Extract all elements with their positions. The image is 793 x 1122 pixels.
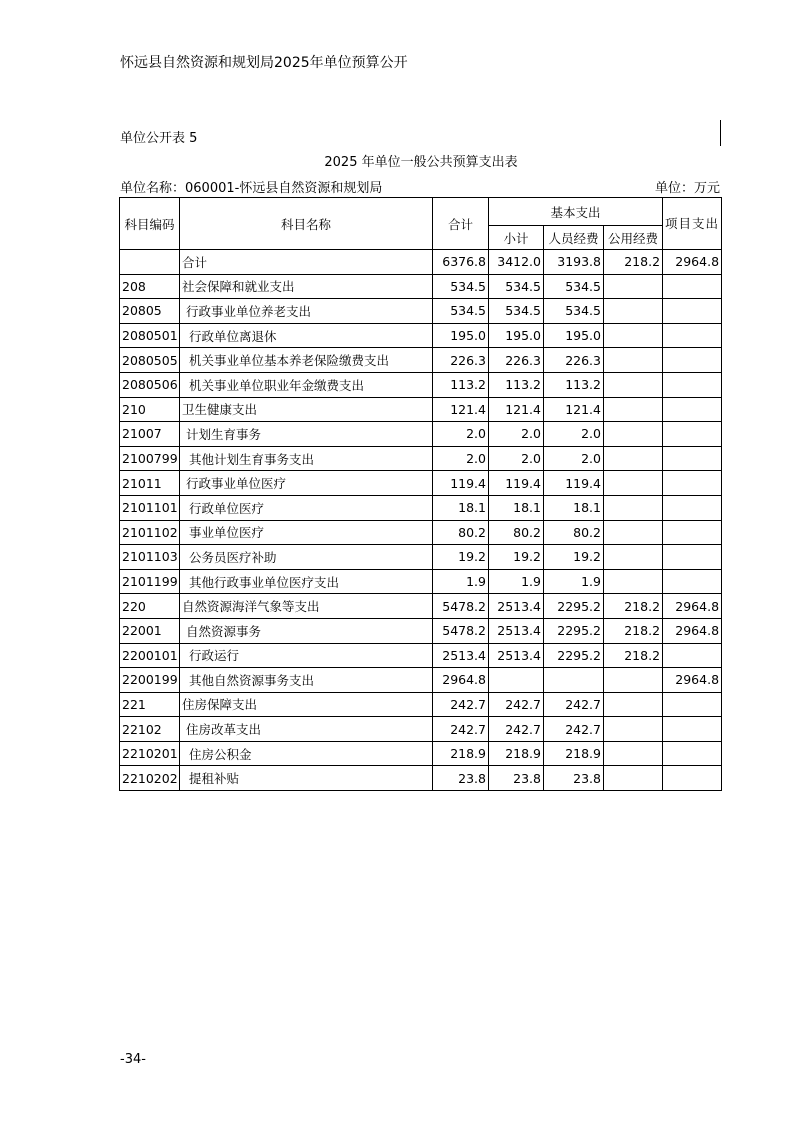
code-cell: 2101102 (120, 520, 180, 545)
name-cell: 其他行政事业单位医疗支出 (180, 569, 433, 594)
total-cell: 2513.4 (433, 643, 489, 668)
name-cell: 社会保障和就业支出 (180, 274, 433, 299)
public-cell (604, 717, 663, 742)
header-name: 科目名称 (180, 198, 433, 250)
total-cell: 242.7 (433, 692, 489, 717)
project-cell (663, 569, 722, 594)
total-cell: 121.4 (433, 397, 489, 422)
public-cell (604, 372, 663, 397)
code-cell: 210 (120, 397, 180, 422)
table-label: 单位公开表 5 (120, 131, 198, 146)
personnel-cell: 2295.2 (544, 594, 604, 619)
header-personnel: 人员经费 (544, 226, 604, 250)
name-cell: 住房改革支出 (180, 717, 433, 742)
subtotal-cell: 23.8 (489, 766, 544, 791)
personnel-cell: 119.4 (544, 471, 604, 496)
table-row (120, 372, 722, 397)
personnel-cell: 113.2 (544, 372, 604, 397)
name-cell: 行政单位医疗 (180, 495, 433, 520)
code-cell: 2100799 (120, 446, 180, 471)
code-cell: 22102 (120, 717, 180, 742)
personnel-cell: 226.3 (544, 348, 604, 373)
name-cell: 提租补贴 (180, 766, 433, 791)
public-cell (604, 348, 663, 373)
total-cell: 534.5 (433, 299, 489, 324)
personnel-cell: 195.0 (544, 323, 604, 348)
public-cell (604, 545, 663, 570)
public-cell: 218.2 (604, 643, 663, 668)
table-row (120, 397, 722, 422)
total-cell: 195.0 (433, 323, 489, 348)
total-cell: 6376.8 (433, 250, 489, 275)
subtotal-cell: 242.7 (489, 717, 544, 742)
table-row (120, 446, 722, 471)
total-cell: 113.2 (433, 372, 489, 397)
public-cell (604, 274, 663, 299)
public-cell (604, 397, 663, 422)
public-cell (604, 446, 663, 471)
personnel-cell: 242.7 (544, 717, 604, 742)
project-cell (663, 372, 722, 397)
total-cell: 2.0 (433, 422, 489, 447)
public-cell (604, 520, 663, 545)
project-cell (663, 495, 722, 520)
code-cell: 20805 (120, 299, 180, 324)
personnel-cell: 2295.2 (544, 618, 604, 643)
table-row (120, 495, 722, 520)
total-cell: 226.3 (433, 348, 489, 373)
personnel-cell: 534.5 (544, 274, 604, 299)
project-cell: 2964.8 (663, 250, 722, 275)
unit-name: 单位名称：060001-怀远县自然资源和规划局 (120, 181, 383, 196)
header-subtotal: 小计 (489, 226, 544, 250)
subtotal-cell: 2513.4 (489, 594, 544, 619)
personnel-cell (544, 668, 604, 693)
subtotal-cell: 113.2 (489, 372, 544, 397)
public-cell (604, 471, 663, 496)
subtotal-cell (489, 668, 544, 693)
name-cell: 行政事业单位医疗 (180, 471, 433, 496)
table-row (120, 741, 722, 766)
subtotal-cell: 534.5 (489, 274, 544, 299)
table-row (120, 471, 722, 496)
personnel-cell: 3193.8 (544, 250, 604, 275)
personnel-cell: 2295.2 (544, 643, 604, 668)
code-cell (120, 250, 180, 275)
public-cell (604, 668, 663, 693)
public-cell (604, 495, 663, 520)
project-cell (663, 545, 722, 570)
total-cell: 218.9 (433, 741, 489, 766)
public-cell (604, 299, 663, 324)
name-cell: 行政运行 (180, 643, 433, 668)
table-row (120, 643, 722, 668)
code-cell: 21007 (120, 422, 180, 447)
project-cell (663, 692, 722, 717)
project-cell (663, 643, 722, 668)
public-cell (604, 741, 663, 766)
table-title: 2025 年单位一般公共预算支出表 (324, 155, 518, 170)
table-row (120, 323, 722, 348)
public-cell (604, 692, 663, 717)
project-cell (663, 717, 722, 742)
subtotal-cell: 2.0 (489, 422, 544, 447)
public-cell (604, 569, 663, 594)
project-cell: 2964.8 (663, 618, 722, 643)
public-cell: 218.2 (604, 618, 663, 643)
project-cell (663, 274, 722, 299)
project-cell (663, 397, 722, 422)
name-cell: 其他计划生育事务支出 (180, 446, 433, 471)
name-cell: 住房公积金 (180, 741, 433, 766)
personnel-cell: 2.0 (544, 422, 604, 447)
table-row (120, 348, 722, 373)
margin-bar (720, 120, 721, 146)
subtotal-cell: 80.2 (489, 520, 544, 545)
subtotal-cell: 2513.4 (489, 643, 544, 668)
table-row (120, 545, 722, 570)
project-cell (663, 299, 722, 324)
personnel-cell: 121.4 (544, 397, 604, 422)
code-cell: 2101199 (120, 569, 180, 594)
personnel-cell: 80.2 (544, 520, 604, 545)
table-row (120, 299, 722, 324)
name-cell: 住房保障支出 (180, 692, 433, 717)
code-cell: 2080505 (120, 348, 180, 373)
code-cell: 2080506 (120, 372, 180, 397)
total-cell: 80.2 (433, 520, 489, 545)
total-cell: 242.7 (433, 717, 489, 742)
project-cell (663, 741, 722, 766)
subtotal-cell: 1.9 (489, 569, 544, 594)
header-public: 公用经费 (604, 226, 663, 250)
table-row (120, 569, 722, 594)
table-row (120, 717, 722, 742)
public-cell (604, 323, 663, 348)
total-cell: 1.9 (433, 569, 489, 594)
project-cell (663, 471, 722, 496)
header-code: 科目编码 (120, 198, 180, 250)
total-cell: 18.1 (433, 495, 489, 520)
personnel-cell: 1.9 (544, 569, 604, 594)
subtotal-cell: 2513.4 (489, 618, 544, 643)
page-number: -34- (120, 1052, 146, 1067)
code-cell: 2101103 (120, 545, 180, 570)
table-row (120, 422, 722, 447)
subtotal-cell: 218.9 (489, 741, 544, 766)
subtotal-cell: 19.2 (489, 545, 544, 570)
project-cell (663, 348, 722, 373)
name-cell: 机关事业单位职业年金缴费支出 (180, 372, 433, 397)
public-cell: 218.2 (604, 250, 663, 275)
name-cell: 公务员医疗补助 (180, 545, 433, 570)
subtotal-cell: 242.7 (489, 692, 544, 717)
total-cell: 2.0 (433, 446, 489, 471)
personnel-cell: 2.0 (544, 446, 604, 471)
name-cell: 其他自然资源事务支出 (180, 668, 433, 693)
code-cell: 2200199 (120, 668, 180, 693)
personnel-cell: 218.9 (544, 741, 604, 766)
name-cell: 自然资源事务 (180, 618, 433, 643)
personnel-cell: 534.5 (544, 299, 604, 324)
table-body (120, 250, 722, 791)
name-cell: 计划生育事务 (180, 422, 433, 447)
code-cell: 21011 (120, 471, 180, 496)
table-row (120, 250, 722, 275)
name-cell: 合计 (180, 250, 433, 275)
name-cell: 自然资源海洋气象等支出 (180, 594, 433, 619)
total-cell: 19.2 (433, 545, 489, 570)
subtotal-cell: 195.0 (489, 323, 544, 348)
public-cell (604, 766, 663, 791)
header-project: 项目支出 (663, 198, 722, 250)
subtotal-cell: 534.5 (489, 299, 544, 324)
name-cell: 事业单位医疗 (180, 520, 433, 545)
code-cell: 221 (120, 692, 180, 717)
subtotal-cell: 3412.0 (489, 250, 544, 275)
header-basic: 基本支出 (489, 198, 663, 226)
code-cell: 2210201 (120, 741, 180, 766)
name-cell: 机关事业单位基本养老保险缴费支出 (180, 348, 433, 373)
header-total: 合计 (433, 198, 489, 250)
code-cell: 2080501 (120, 323, 180, 348)
code-cell: 2101101 (120, 495, 180, 520)
table-row (120, 274, 722, 299)
document-header: 怀远县自然资源和规划局2025年单位预算公开 (120, 55, 408, 71)
project-cell (663, 520, 722, 545)
total-cell: 2964.8 (433, 668, 489, 693)
name-cell: 行政单位离退休 (180, 323, 433, 348)
table-row (120, 594, 722, 619)
total-cell: 119.4 (433, 471, 489, 496)
total-cell: 534.5 (433, 274, 489, 299)
personnel-cell: 19.2 (544, 545, 604, 570)
name-cell: 行政事业单位养老支出 (180, 299, 433, 324)
total-cell: 23.8 (433, 766, 489, 791)
name-cell: 卫生健康支出 (180, 397, 433, 422)
subtotal-cell: 226.3 (489, 348, 544, 373)
subtotal-cell: 2.0 (489, 446, 544, 471)
public-cell: 218.2 (604, 594, 663, 619)
subtotal-cell: 121.4 (489, 397, 544, 422)
project-cell (663, 323, 722, 348)
project-cell (663, 446, 722, 471)
table-row (120, 692, 722, 717)
personnel-cell: 242.7 (544, 692, 604, 717)
code-cell: 22001 (120, 618, 180, 643)
code-cell: 2210202 (120, 766, 180, 791)
personnel-cell: 18.1 (544, 495, 604, 520)
personnel-cell: 23.8 (544, 766, 604, 791)
table-row (120, 520, 722, 545)
project-cell: 2964.8 (663, 668, 722, 693)
budget-table (119, 197, 722, 791)
project-cell (663, 422, 722, 447)
subtotal-cell: 18.1 (489, 495, 544, 520)
project-cell: 2964.8 (663, 594, 722, 619)
project-cell (663, 766, 722, 791)
total-cell: 5478.2 (433, 618, 489, 643)
total-cell: 5478.2 (433, 594, 489, 619)
table-row (120, 618, 722, 643)
unit-label: 单位：万元 (654, 181, 720, 196)
public-cell (604, 422, 663, 447)
code-cell: 208 (120, 274, 180, 299)
code-cell: 2200101 (120, 643, 180, 668)
subtotal-cell: 119.4 (489, 471, 544, 496)
table-row (120, 766, 722, 791)
table-row (120, 668, 722, 693)
code-cell: 220 (120, 594, 180, 619)
